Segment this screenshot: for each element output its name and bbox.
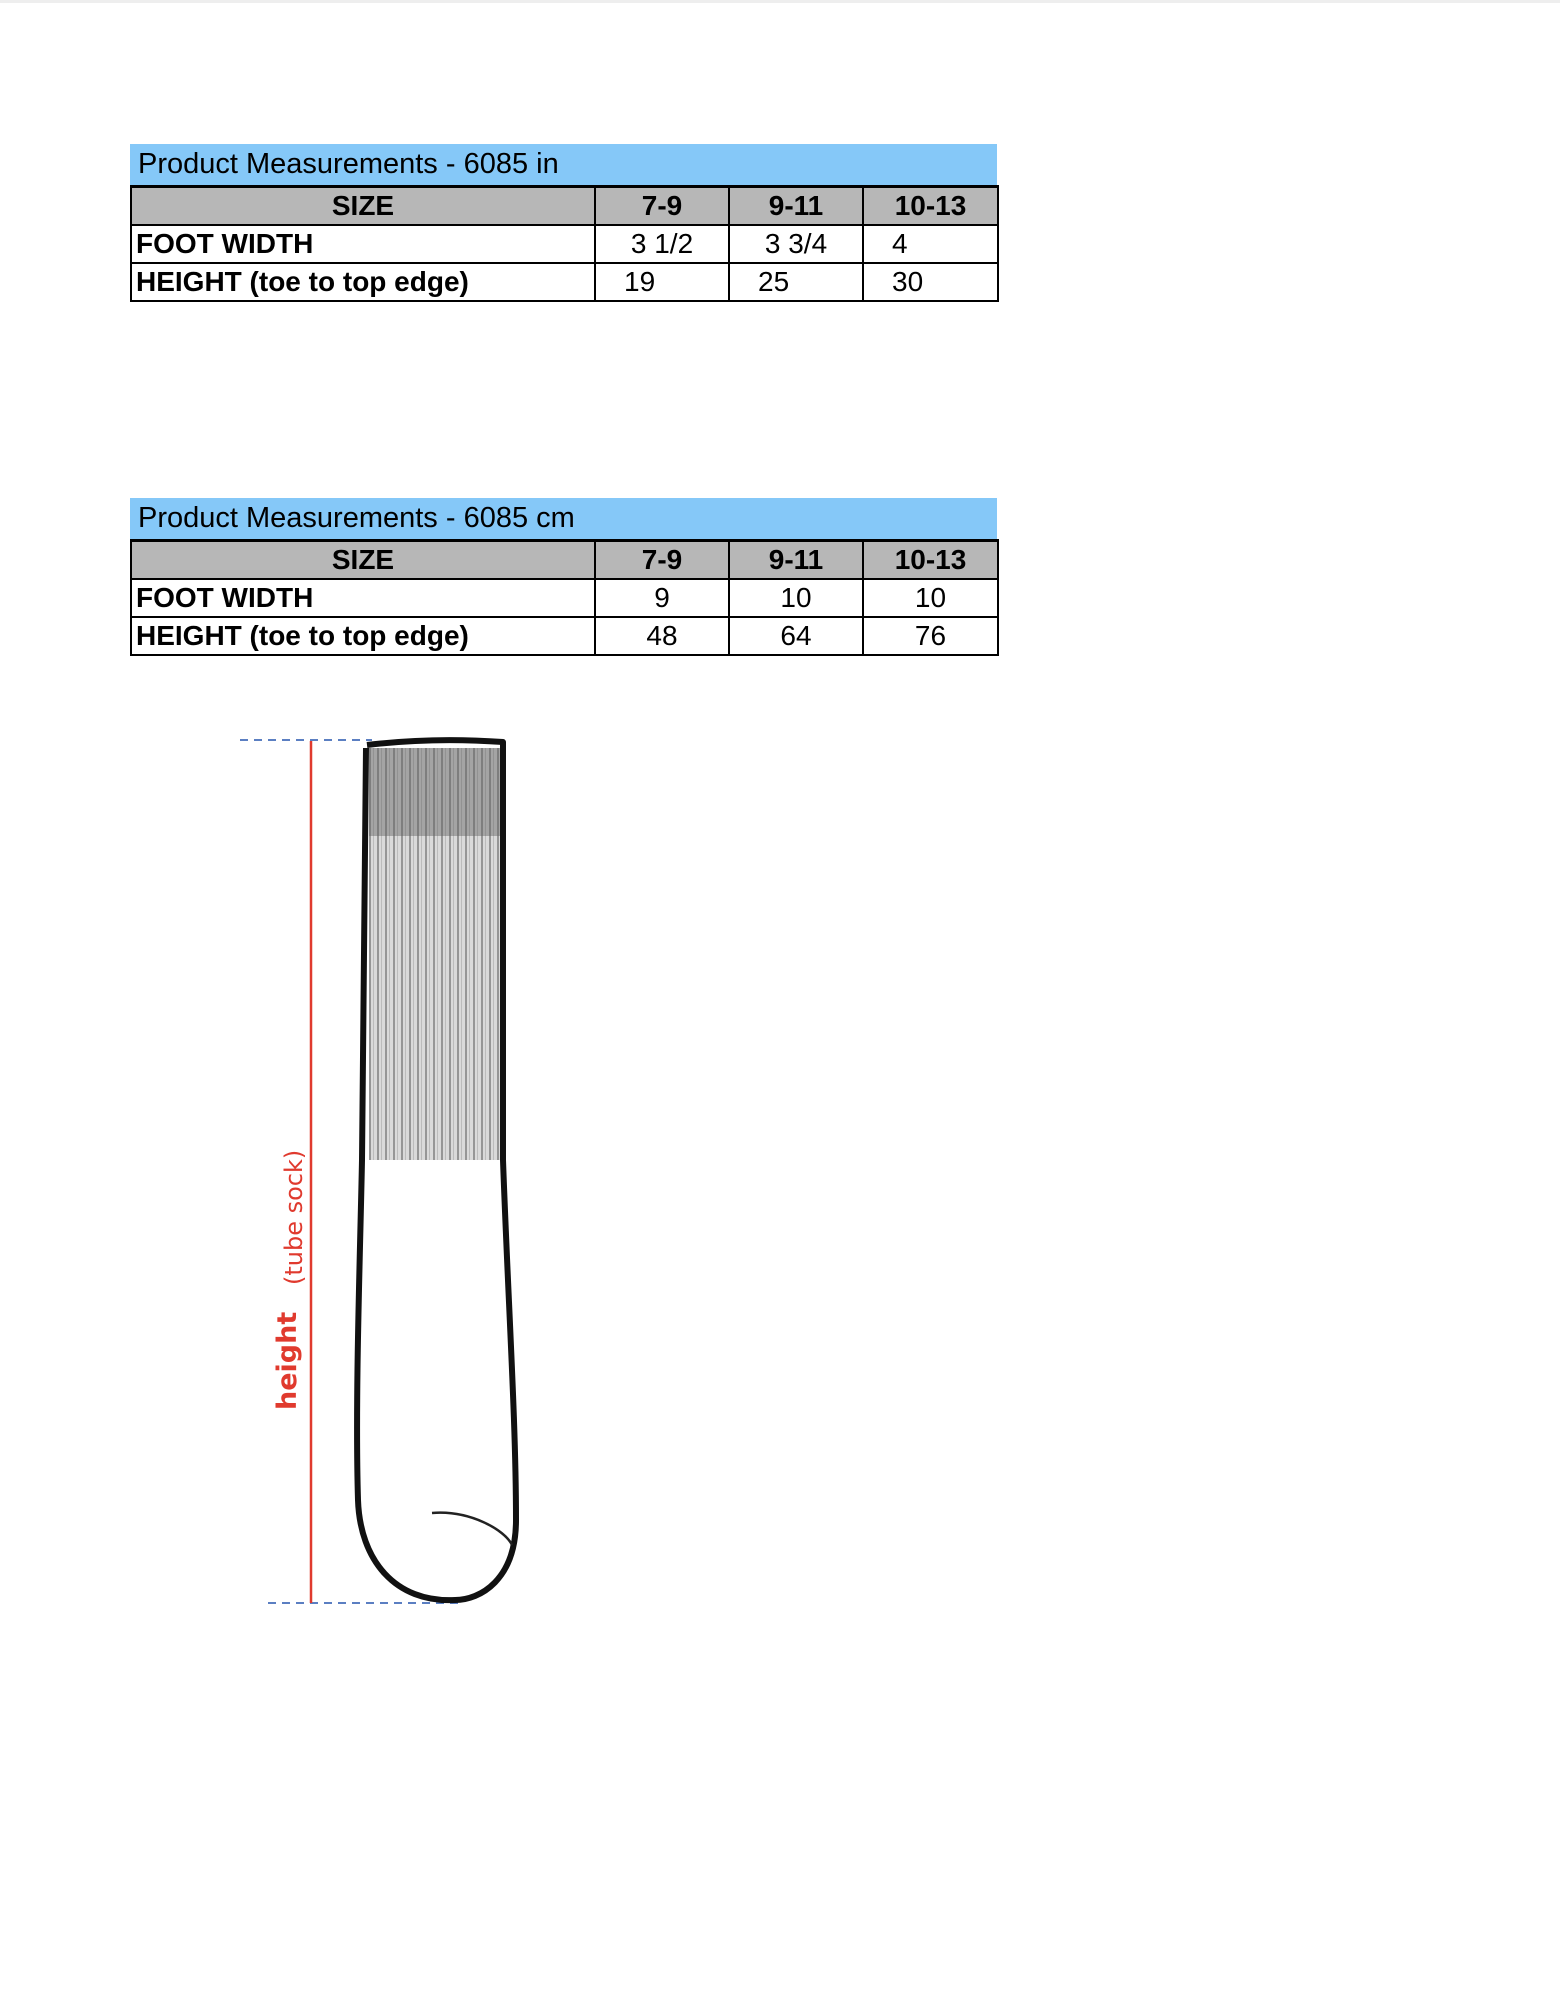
- header-cell-size: SIZE: [131, 541, 595, 580]
- header-cell-size-7-9: 7-9: [595, 541, 729, 580]
- row-label-foot-width: FOOT WIDTH: [131, 225, 595, 263]
- toe-curl-line: [432, 1513, 512, 1545]
- table-title: Product Measurements - 6085 in: [130, 144, 997, 185]
- tube-sock-note: (tube sock): [280, 1149, 308, 1285]
- row-label-height: HEIGHT (toe to top edge): [131, 263, 595, 301]
- cell-value: 48: [595, 617, 729, 655]
- cell-value: 9: [595, 579, 729, 617]
- header-cell-size-9-11: 9-11: [729, 187, 863, 226]
- header-cell-size-10-13: 10-13: [863, 541, 998, 580]
- header-cell-size-10-13: 10-13: [863, 187, 998, 226]
- header-cell-size-7-9: 7-9: [595, 187, 729, 226]
- cell-value: 3 3/4: [729, 225, 863, 263]
- cell-value: 19: [595, 263, 729, 301]
- cell-value: 4: [863, 225, 998, 263]
- cell-value: 3 1/2: [595, 225, 729, 263]
- cell-value: 76: [863, 617, 998, 655]
- table-title: Product Measurements - 6085 cm: [130, 498, 997, 539]
- cell-value: 30: [863, 263, 998, 301]
- header-cell-size: SIZE: [131, 187, 595, 226]
- height-label: height: [272, 1311, 303, 1410]
- cell-value: 10: [729, 579, 863, 617]
- header-cell-size-9-11: 9-11: [729, 541, 863, 580]
- row-label-height: HEIGHT (toe to top edge): [131, 617, 595, 655]
- cell-value: 64: [729, 617, 863, 655]
- cuff-top-shade: [369, 748, 502, 836]
- cell-value: 10: [863, 579, 998, 617]
- cell-value: 25: [729, 263, 863, 301]
- row-label-foot-width: FOOT WIDTH: [131, 579, 595, 617]
